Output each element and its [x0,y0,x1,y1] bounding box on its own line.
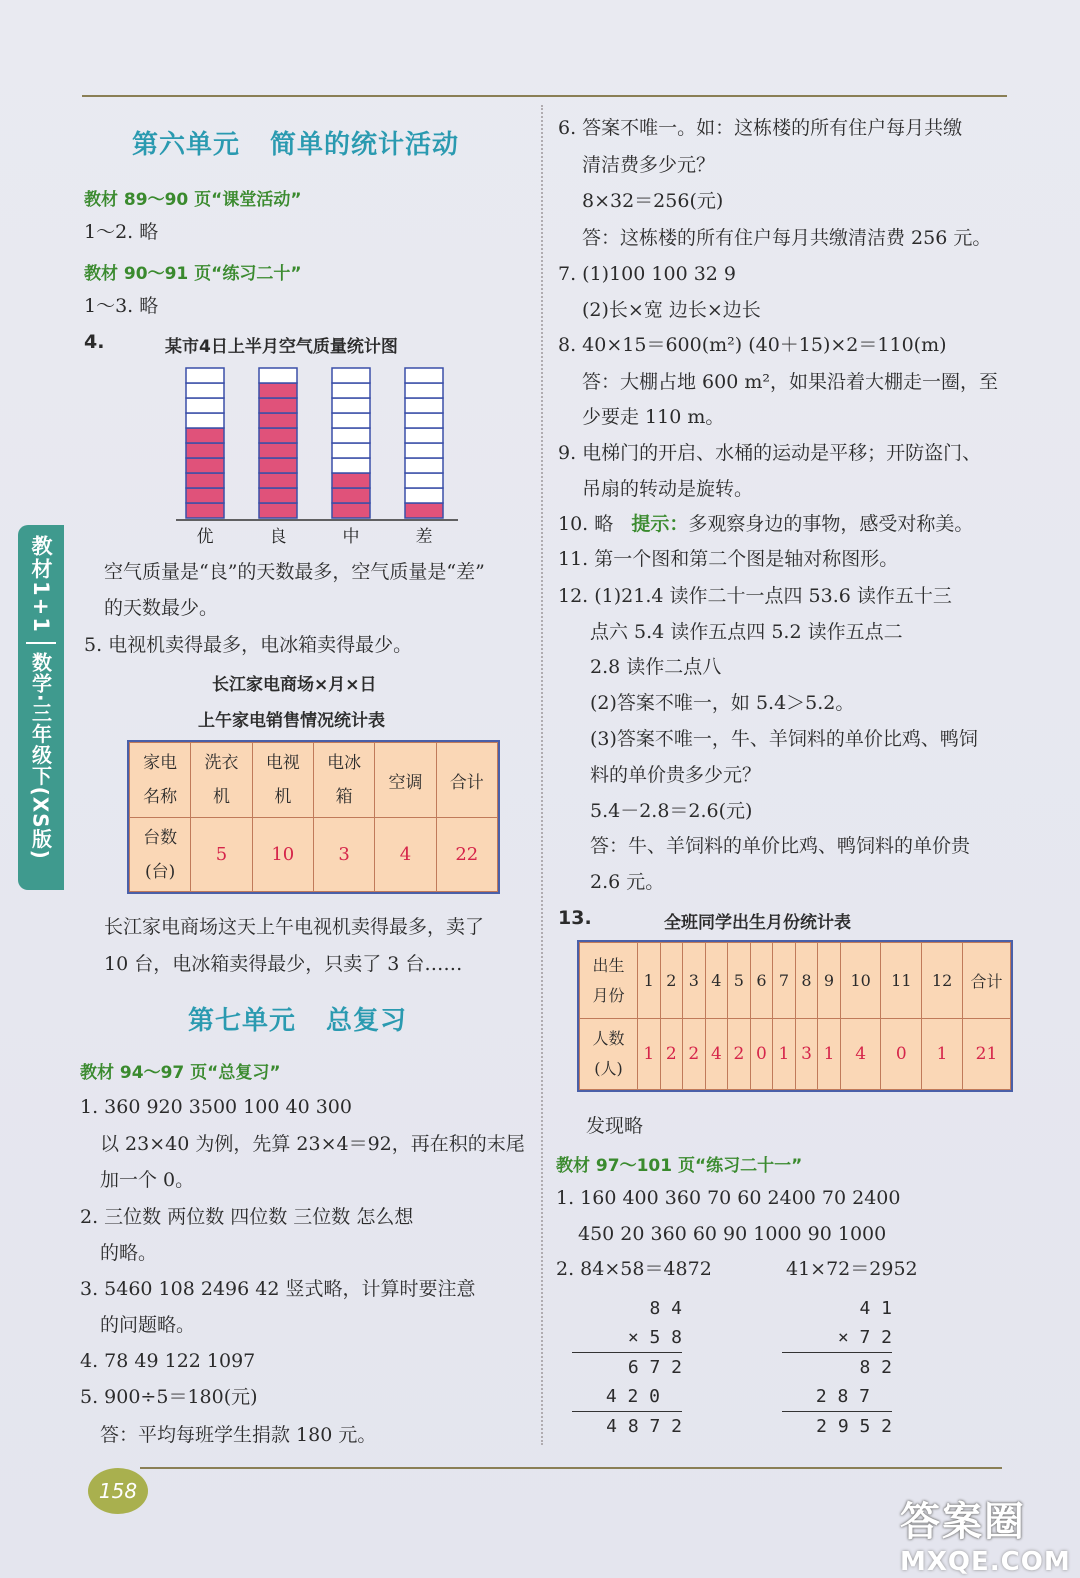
bar-cell-filled [186,428,224,443]
row-count-label [580,1019,638,1090]
unit6-title [132,124,459,161]
chart-title: 某市4日上半月空气质量统计图 [165,337,398,357]
bar-cell-empty [405,398,443,413]
count-month-6: 0 [750,1019,773,1090]
q4-desc-line2: 的天数最少。 [104,597,219,619]
count-total: 21 [963,1019,1011,1090]
row-count-label-text: 人数 (人) [592,1029,625,1078]
category-label-良: 良 [269,527,287,547]
bar-cell-empty [405,383,443,398]
bar-cell-empty [186,398,224,413]
q12-line6: 料的单价贵多少元？ [590,764,762,786]
q13-finding: 发现略 [586,1115,644,1137]
bar-cell-empty [186,368,224,383]
header-fridge [313,743,374,818]
month-2: 2 [660,943,683,1019]
header-washer-text: 洗衣 机 [204,753,239,807]
bar-cell-empty [332,383,370,398]
calc1-row2: × 5 8 [627,1327,682,1348]
watermark-sub: MXQE.COM [900,1547,1071,1577]
review-3-line2: 的问题略。 [100,1314,196,1336]
birth-month-table [577,940,1013,1092]
bar-cell-empty [405,443,443,458]
calc1-row1: 8 4 [649,1298,682,1319]
watermark-main: 答案圈 [900,1499,1026,1545]
review-5-line2: 答：平均每班学生捐款 180 元。 [100,1424,377,1446]
value-total: 22 [436,818,497,892]
header-washer [191,743,252,818]
bar-cell-filled [259,503,297,518]
calc1-row4: 4 2 0 [605,1386,660,1407]
calc1-row3: 6 7 2 [572,1352,682,1382]
header-total: 合计 [963,943,1011,1019]
q4-number: 4. [84,331,105,353]
calc2-row3: 8 2 [782,1352,892,1382]
bar-cell-filled [259,473,297,488]
q9-line2: 吊扇的转动是旋转。 [582,478,754,500]
row-label-count-text: 台数 (台) [143,827,178,882]
column-divider [541,105,543,1445]
bar-cell-filled [259,428,297,443]
unit6-name: 简单的统计活动 [270,130,460,160]
month-4: 4 [705,943,728,1019]
q7-line2: (2)长×宽 边长×边长 [582,299,761,321]
count-month-3: 2 [683,1019,706,1090]
review-2-line2: 的略。 [100,1242,158,1264]
count-month-12: 1 [922,1019,963,1090]
bar-cell-filled [332,488,370,503]
bar-cell-empty [332,413,370,428]
section-head-4: 教材 97～101 页“练习二十一” [556,1156,803,1176]
bar-cell-filled [186,458,224,473]
q6-line4: 答：这栋楼的所有住户每月共缴清洁费 256 元。 [582,227,992,249]
q10-text: 10. 略 [558,513,614,535]
exercise-2-eq1: 2. 84×58＝4872 [556,1258,712,1280]
calc2-row2: × 7 2 [837,1327,892,1348]
bar-cell-empty [332,368,370,383]
bar-cell-empty [186,413,224,428]
count-month-7: 1 [773,1019,796,1090]
side-tab-book: 教材1+1 [29,535,53,634]
bar-cell-empty [259,368,297,383]
bar-cell-empty [405,413,443,428]
unit7-number: 第七单元 [188,1006,297,1036]
review-4: 4. 78 49 122 1097 [80,1350,256,1372]
header-appliance [130,743,191,818]
bar-cell-empty [332,398,370,413]
header-total: 合计 [436,743,497,818]
watermark [900,1490,1071,1577]
q12-line4: (2)答案不唯一，如 5.4＞5.2。 [590,692,855,714]
bar-差 [405,368,443,518]
bar-cell-empty [405,488,443,503]
count-month-2: 2 [660,1019,683,1090]
air-quality-chart [176,358,466,548]
unit7-name: 总复习 [326,1006,408,1036]
month-11: 11 [881,943,922,1019]
q12-line1: 12. (1)21.4 读作二十一点四 53.6 读作五十三 [558,585,952,607]
bar-cell-empty [405,473,443,488]
q10-hint-label: 提示： [631,513,689,535]
exercise-1-line2: 450 20 360 60 90 1000 90 1000 [578,1223,887,1245]
top-rule [82,95,1007,97]
count-month-10: 4 [840,1019,881,1090]
answer-1-3: 1～3. 略 [84,295,159,317]
header-tv-text: 电视 机 [265,753,300,807]
q12-line3: 2.8 读作二点八 [590,656,722,678]
review-3: 3. 5460 108 2496 42 竖式略，计算时要注意 [80,1278,476,1300]
q12-line5: (3)答案不唯一，牛、羊饲料的单价比鸡、鸭饲 [590,728,978,750]
vertical-calc-2 [782,1294,892,1441]
header-appliance-text: 家电 名称 [143,753,178,807]
bar-cell-empty [405,368,443,383]
count-month-11: 0 [881,1019,922,1090]
value-fridge: 3 [313,818,374,892]
q8-line3: 少要走 110 m。 [582,406,725,428]
q11: 11. 第一个图和第二个图是轴对称图形。 [558,548,899,570]
q5-desc-line2: 10 台，电冰箱卖得最少，只卖了 3 台…… [104,953,463,975]
month-12: 12 [922,943,963,1019]
review-1-line3: 加一个 0。 [100,1169,195,1191]
review-5: 5. 900÷5＝180(元) [80,1386,258,1408]
exercise-1-line1: 1. 160 400 360 70 60 2400 70 2400 [556,1187,901,1209]
q12-line7: 5.4－2.8＝2.6(元) [590,800,753,822]
month-10: 10 [840,943,881,1019]
side-tab-subject: 数学·三年级下(XS版) [28,651,53,860]
bar-cell-filled [259,413,297,428]
review-1: 1. 360 920 3500 100 40 300 [80,1096,352,1118]
section-head-2: 教材 90～91 页“练习二十” [84,264,302,284]
header-tv [252,743,313,818]
count-month-5: 2 [728,1019,751,1090]
side-tab-separator [26,642,56,644]
value-ac: 4 [375,818,436,892]
calc1-row5: 4 8 7 2 [572,1411,682,1441]
header-month-label-text: 出生 月份 [592,955,625,1005]
bar-cell-filled [332,503,370,518]
q6-line1: 6. 答案不唯一。如：这栋楼的所有住户每月共缴 [558,117,963,139]
bar-cell-empty [405,458,443,473]
review-2: 2. 三位数 两位数 四位数 三位数 怎么想 [80,1206,414,1228]
bar-cell-filled [186,443,224,458]
q7-line1: 7. (1)100 100 32 9 [558,263,736,285]
month-8: 8 [795,943,818,1019]
count-month-4: 4 [705,1019,728,1090]
bottom-rule [140,1467,1002,1469]
bar-cell-filled [259,383,297,398]
category-label-差: 差 [415,527,433,547]
page-number: 158 [88,1468,148,1514]
month-9: 9 [818,943,841,1019]
month-7: 7 [773,943,796,1019]
bar-良 [259,368,297,518]
q12-line8: 答：牛、羊饲料的单价比鸡、鸭饲料的单价贵 [590,835,971,857]
sales-table [127,740,500,894]
review-1-line2: 以 23×40 为例，先算 23×4＝92，再在积的末尾 [100,1133,525,1155]
q13-table-title: 全班同学出生月份统计表 [664,913,851,933]
calc2-row1: 4 1 [859,1298,892,1319]
bar-cell-filled [259,443,297,458]
calc2-row5: 2 9 5 2 [782,1411,892,1441]
table1-title-line1: 长江家电商场×月×日 [212,675,377,695]
q12-line9: 2.6 元。 [590,871,665,893]
table1-title-line2: 上午家电销售情况统计表 [198,711,385,731]
q9-line1: 9. 电梯门的开启、水桶的运动是平移；开防盗门、 [558,442,982,464]
bar-cell-filled [186,473,224,488]
q8-line2: 答：大棚占地 600 m²，如果沿着大棚走一圈，至 [582,371,998,393]
unit6-number: 第六单元 [132,130,241,160]
q4-desc-line1: 空气质量是“良”的天数最多，空气质量是“差” [104,561,485,583]
q10 [558,512,973,536]
exercise-2-eq2: 41×72＝2952 [786,1258,918,1280]
bar-cell-empty [405,428,443,443]
bar-cell-empty [332,458,370,473]
bar-cell-filled [332,473,370,488]
month-6: 6 [750,943,773,1019]
q6-line2: 清洁费多少元？ [582,154,716,176]
bar-cell-filled [405,503,443,518]
bar-cell-empty [332,443,370,458]
header-fridge-text: 电冰 箱 [327,753,362,807]
q13-number: 13. [558,907,592,929]
answer-1-2: 1～2. 略 [84,221,159,243]
value-tv: 10 [252,818,313,892]
vertical-calc-1 [572,1294,682,1441]
month-5: 5 [728,943,751,1019]
count-month-9: 1 [818,1019,841,1090]
bar-优 [186,368,224,518]
bar-cell-empty [332,428,370,443]
bar-cell-filled [259,488,297,503]
q8-line1: 8. 40×15＝600(m²) (40＋15)×2＝110(m) [558,334,947,356]
bar-cell-filled [186,503,224,518]
q5-answer: 5. 电视机卖得最多，电冰箱卖得最少。 [84,634,413,656]
count-month-1: 1 [638,1019,661,1090]
q12-line2: 点六 5.4 读作五点四 5.2 读作五点二 [590,621,903,643]
month-3: 3 [683,943,706,1019]
section-head-3: 教材 94～97 页“总复习” [80,1063,281,1083]
header-month-label [580,943,638,1019]
q5-desc-line1: 长江家电商场这天上午电视机卖得最多，卖了 [104,916,485,938]
q6-line3: 8×32＝256(元) [582,190,724,212]
side-tab [18,525,64,890]
count-month-8: 3 [795,1019,818,1090]
value-washer: 5 [191,818,252,892]
section-head-1: 教材 89～90 页“课堂活动” [84,190,302,210]
row-label-count [130,818,191,892]
header-ac: 空调 [375,743,436,818]
category-label-优: 优 [196,527,214,547]
bar-中 [332,368,370,518]
bar-cell-filled [259,458,297,473]
category-label-中: 中 [342,527,360,547]
calc2-row4: 2 8 7 [815,1386,870,1407]
bar-cell-filled [186,488,224,503]
bar-cell-filled [259,398,297,413]
month-1: 1 [638,943,661,1019]
bar-cell-empty [186,383,224,398]
unit7-title [188,1000,407,1037]
q10-hint-text: 多观察身边的事物，感受对称美。 [688,513,974,535]
